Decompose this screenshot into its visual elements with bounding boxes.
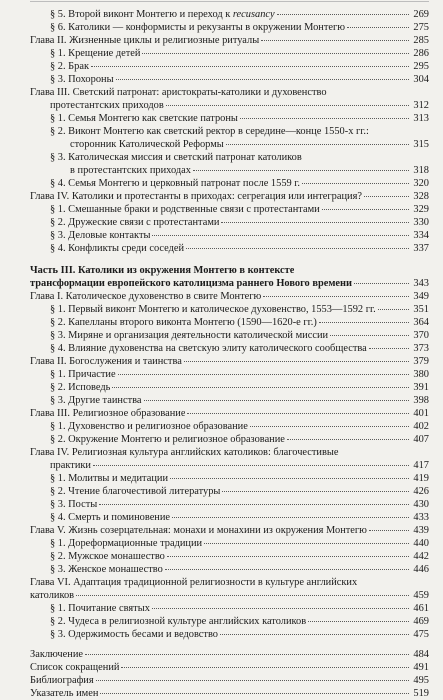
toc-entry-page: 419 — [413, 473, 429, 484]
toc-leader — [222, 490, 409, 492]
toc-entry-title: § 3. Католическая миссия и светский патронат католиков — [50, 152, 302, 163]
toc-entry — [50, 99, 429, 112]
toc-entry-title: § 1. Дореформационные традиции — [50, 538, 203, 549]
toc-entry-title: § 2. Чтение благочестивой литературы — [50, 486, 221, 497]
toc-entry-page: 334 — [413, 230, 429, 241]
toc-entry — [70, 164, 429, 177]
toc-leader — [112, 386, 409, 388]
toc-entry-title: § 2. Дружеские связи с протестантами — [50, 217, 220, 228]
toc-entry-title: Глава IV. Религиозная культура английских католиков: благочестивые — [30, 447, 339, 458]
toc-leader — [364, 195, 409, 197]
italic-term: recusancy — [232, 9, 275, 20]
toc-entry-title: § 1. Крещение детей — [50, 48, 141, 59]
toc-entry-title: Глава III. Религиозное образование — [30, 408, 186, 419]
toc-entry-title: § 4. Влияние духовенства на светскую элиту католического сообщества — [50, 343, 367, 354]
toc-entry-title: § 2. Виконт Монтегю как светский ректор в середине—конце 1550-х гг.: — [50, 126, 369, 137]
toc-entry — [50, 60, 429, 73]
toc-leader — [250, 425, 409, 427]
toc-entry — [50, 21, 429, 34]
toc-leader — [193, 169, 409, 171]
top-rule — [30, 1, 429, 2]
toc-entry-title: § 2. Исповедь — [50, 382, 111, 393]
toc-entry — [50, 563, 429, 576]
toc-leader — [167, 555, 409, 557]
toc-entry-title: § 3. Посты — [50, 499, 98, 510]
toc-entry-page: 330 — [413, 217, 429, 228]
toc-entry-page: 328 — [413, 191, 429, 202]
toc-entry-page: 426 — [413, 486, 429, 497]
toc-entry-title: Глава III. Светский патронат: аристократы-католики и духовенство — [30, 87, 327, 98]
toc-leader — [165, 568, 409, 570]
toc-entry — [50, 203, 429, 216]
toc-entry — [50, 615, 429, 628]
toc-entry-title: § 1. Молитвы и медитации — [50, 473, 169, 484]
toc-entry-title: § 2. Брак — [50, 61, 90, 72]
toc-leader — [121, 666, 409, 668]
toc-entry — [50, 498, 429, 511]
toc-entry-page: 430 — [413, 499, 429, 510]
toc-entry — [50, 316, 429, 329]
toc-entry — [50, 303, 429, 316]
toc-entry — [50, 472, 429, 485]
toc-leader — [330, 334, 409, 336]
toc-entry-page: 417 — [413, 460, 429, 471]
toc-entry — [70, 138, 429, 151]
toc-entry — [50, 381, 429, 394]
toc-entry-title: § 3. Миряне и организация деятельности католической миссии — [50, 330, 329, 341]
toc-entry-page: 398 — [413, 395, 429, 406]
toc-entry-page: 484 — [413, 649, 429, 660]
toc-entry-page: 446 — [413, 564, 429, 575]
toc-entry-title: § 3. Деловые контакты — [50, 230, 151, 241]
toc-entry-page: 373 — [413, 343, 429, 354]
toc-entry — [50, 459, 429, 472]
toc-entry-page: 285 — [413, 35, 429, 46]
toc-entry-page: 475 — [413, 629, 429, 640]
toc-entry — [50, 537, 429, 550]
toc-entry — [50, 73, 429, 86]
toc-entry-page: 495 — [413, 675, 429, 686]
toc-entry-page: 407 — [413, 434, 429, 445]
toc-entry-title: Глава IV. Католики и протестанты в приходах: сегрегация или интеграция? — [30, 191, 362, 202]
toc-entry-page: 329 — [413, 204, 429, 215]
toc-leader — [116, 78, 409, 80]
toc-entry-page: 318 — [413, 165, 429, 176]
toc-entry — [50, 177, 429, 190]
toc-leader — [287, 438, 409, 440]
toc-entry-title: § 1. Почитание святых — [50, 603, 150, 614]
toc-entry-title: Библиография — [30, 675, 94, 686]
toc-entry-page: 269 — [413, 9, 429, 20]
toc-entry — [50, 550, 429, 563]
toc-entry-title: § 1. Духовенство и религиозное образование — [50, 421, 248, 432]
toc-entry-title: § 1. Первый виконт Монтегю и католическое духовенство, 1553—1592 гг. — [50, 304, 376, 315]
toc-entry-page: 320 — [413, 178, 429, 189]
toc-entry-title: практики — [50, 460, 91, 471]
toc-leader — [204, 542, 409, 544]
toc-leader — [142, 52, 409, 54]
toc-entry — [30, 290, 429, 303]
toc-entry — [30, 661, 429, 674]
toc-entry-title: § 6. Католики — конформисты и рекузанты в окружении Монтегю — [50, 22, 345, 33]
toc-entry-page: 312 — [413, 100, 429, 111]
toc-leader — [91, 65, 409, 67]
toc-entry — [30, 190, 429, 203]
toc-entry-title: Список сокращений — [30, 662, 120, 673]
toc-entry-title: § 3. Другие таинства — [50, 395, 142, 406]
toc-entry-title: трансформации европейского католицизма раннего Нового времени — [30, 278, 353, 289]
toc-entry-line — [50, 151, 429, 164]
toc-entry-page: 286 — [413, 48, 429, 59]
toc-entry — [50, 112, 429, 125]
toc-leader — [369, 347, 409, 349]
toc-leader — [186, 247, 409, 249]
toc-leader — [93, 464, 409, 466]
toc-leader — [144, 399, 410, 401]
toc-entry — [30, 524, 429, 537]
toc-leader — [170, 477, 409, 479]
toc-entry-title: в протестантских приходах — [70, 165, 191, 176]
toc-entry — [50, 511, 429, 524]
toc-leader — [172, 516, 409, 518]
toc-entry-title: § 4. Семья Монтегю и церковный патронат после 1559 г. — [50, 178, 300, 189]
toc-leader — [263, 295, 409, 297]
toc-entry — [50, 8, 429, 21]
toc-entry-page: 379 — [413, 356, 429, 367]
toc-entry — [30, 687, 429, 700]
toc-leader — [319, 321, 409, 323]
toc-entry — [50, 342, 429, 355]
toc-leader — [85, 653, 409, 655]
toc-entry-page: 313 — [413, 113, 429, 124]
toc-entry-title: § 2. Окружение Монтегю и религиозное образование — [50, 434, 285, 445]
toc-leader — [118, 373, 409, 375]
toc-entry — [50, 229, 429, 242]
toc-entry-line — [30, 86, 429, 99]
toc-entry-line — [30, 446, 429, 459]
toc-entry — [30, 589, 429, 602]
toc-entry-title: Глава I. Католическое духовенство в свите Монтегю — [30, 291, 262, 302]
toc-leader — [378, 308, 409, 310]
toc-entry-title: Глава VI. Адаптация традиционной религиозности в культуре английских — [30, 577, 358, 588]
toc-entry — [50, 368, 429, 381]
toc-entry-page: 295 — [413, 61, 429, 72]
toc-entry — [50, 433, 429, 446]
toc-entry-title: сторонник Католической Реформы — [70, 139, 224, 150]
toc-entry-title: § 4. Конфликты среди соседей — [50, 243, 185, 254]
toc-leader — [369, 529, 409, 531]
toc-entry — [50, 602, 429, 615]
toc-leader — [354, 282, 409, 284]
toc-entry-title: § 1. Семья Монтегю как светские патроны — [50, 113, 238, 124]
toc-entry-page: 461 — [413, 603, 429, 614]
toc-leader — [261, 39, 409, 41]
toc-entry — [30, 674, 429, 687]
toc-entry-page: 275 — [413, 22, 429, 33]
toc-entry-title: § 5. Второй виконт Монтегю и переход к recusancy — [50, 9, 275, 20]
toc-entry-title: § 4. Смерть и поминовение — [50, 512, 171, 523]
toc-entry — [50, 216, 429, 229]
toc-entry-page: 469 — [413, 616, 429, 627]
toc-leader — [184, 360, 409, 362]
toc-entry-page: 459 — [413, 590, 429, 601]
toc-entry-title: Указатель имен — [30, 688, 99, 699]
toc-leader — [277, 13, 409, 15]
toc-entry-title: католиков — [30, 590, 75, 601]
toc-entry-page: 491 — [413, 662, 429, 673]
toc-entry-title: § 2. Чудеса в религиозной культуре английских католиков — [50, 616, 307, 627]
toc-entry — [30, 34, 429, 47]
toc-entry-title: Глава II. Жизненные циклы и религиозные ритуалы — [30, 35, 260, 46]
toc-leader — [152, 607, 409, 609]
part-heading — [30, 277, 429, 290]
toc-leader — [302, 182, 409, 184]
toc-leader — [308, 620, 409, 622]
toc-leader — [76, 594, 409, 596]
toc-entry-page: 433 — [413, 512, 429, 523]
toc-leader — [166, 104, 409, 106]
toc-entry — [50, 242, 429, 255]
toc-entry-line — [30, 576, 429, 589]
toc-entry-page: 439 — [413, 525, 429, 536]
toc-entry-page: 315 — [413, 139, 429, 150]
toc-leader — [221, 221, 409, 223]
toc-entry — [30, 648, 429, 661]
toc-entry — [30, 355, 429, 368]
toc-entry-page: 440 — [413, 538, 429, 549]
toc-leader — [347, 26, 409, 28]
toc-leader — [96, 679, 409, 681]
toc-entry — [50, 329, 429, 342]
toc-entry-page: 442 — [413, 551, 429, 562]
toc-entry-page: 337 — [413, 243, 429, 254]
toc-entry — [30, 407, 429, 420]
toc-leader — [220, 633, 409, 635]
toc-entry — [50, 420, 429, 433]
toc-entry-page: 349 — [413, 291, 429, 302]
toc-entry-title: протестантских приходов — [50, 100, 164, 111]
part-heading-line — [30, 264, 429, 277]
toc-leader — [152, 234, 409, 236]
toc-entry-title: § 1. Смешанные браки и родственные связи с протестантами — [50, 204, 320, 215]
toc-entry-page: 391 — [413, 382, 429, 393]
toc-entry-line — [50, 125, 429, 138]
toc-entry — [50, 394, 429, 407]
toc-entry-page: 343 — [413, 278, 429, 289]
toc-leader — [187, 412, 409, 414]
toc-leader — [99, 503, 409, 505]
toc-entry-title: § 3. Одержимость бесами и ведовство — [50, 629, 218, 640]
toc-entry-page: 370 — [413, 330, 429, 341]
toc-entry-title: Глава II. Богослужения и таинства — [30, 356, 182, 367]
toc-entry-page: 304 — [413, 74, 429, 85]
toc-entry-page: 380 — [413, 369, 429, 380]
toc-entry-page: 351 — [413, 304, 429, 315]
toc-entry-title: Глава V. Жизнь созерцательная: монахи и монахини из окружения Монтегю — [30, 525, 367, 536]
toc-entry-title: § 2. Мужское монашество — [50, 551, 165, 562]
toc-entry-page: 402 — [413, 421, 429, 432]
toc-leader — [322, 208, 409, 210]
toc-entry-title: § 2. Капелланы второго виконта Монтегю (1590—1620-е гг.) — [50, 317, 317, 328]
toc-entry-page: 364 — [413, 317, 429, 328]
toc-entry-title: § 3. Похороны — [50, 74, 114, 85]
toc-entry — [50, 485, 429, 498]
toc-entry-title: § 1. Причастие — [50, 369, 116, 380]
toc-leader — [100, 692, 409, 694]
toc-leader — [240, 117, 409, 119]
toc-entry-page: 401 — [413, 408, 429, 419]
toc-entry-page: 519 — [413, 688, 429, 699]
toc-entry-title: Часть III. Католики из окружения Монтегю в контексте — [30, 265, 295, 276]
toc-leader — [226, 143, 409, 145]
toc-entry-title: Заключение — [30, 649, 83, 660]
toc-entry-title: § 3. Женское монашество — [50, 564, 163, 575]
toc-entry — [50, 628, 429, 641]
toc-entry — [50, 47, 429, 60]
